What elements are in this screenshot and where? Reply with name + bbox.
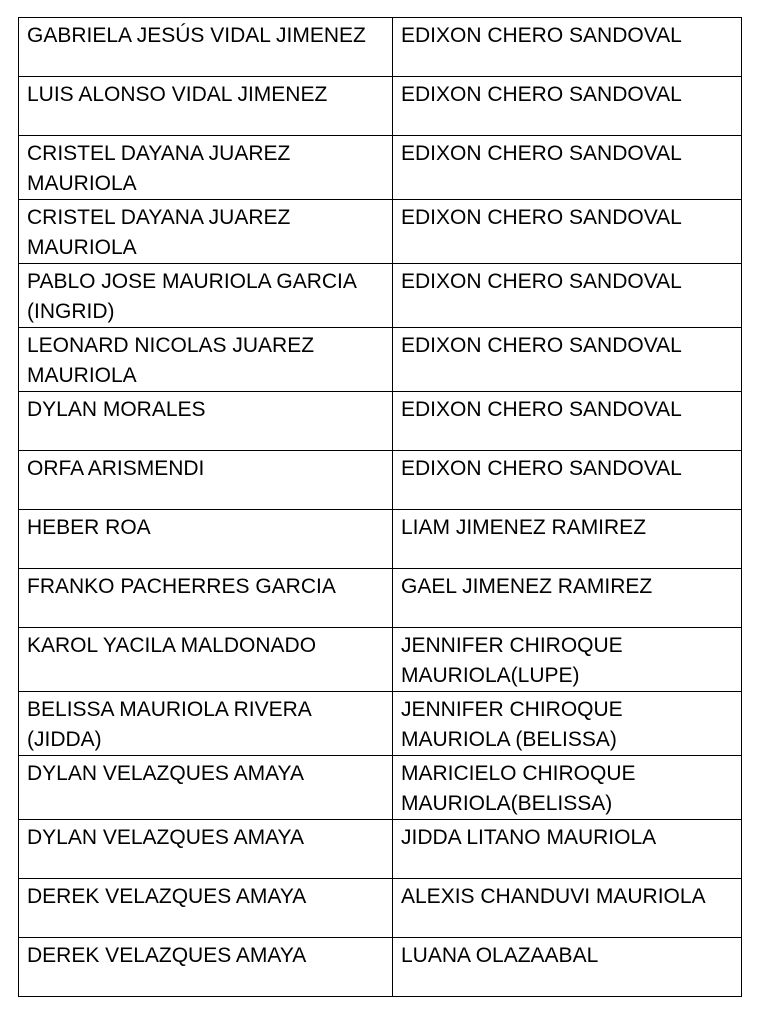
names-table xyxy=(18,17,742,997)
left-cell: PABLO JOSE MAURIOLA GARCIA (INGRID) xyxy=(19,264,393,328)
left-cell: CRISTEL DAYANA JUAREZ MAURIOLA xyxy=(19,200,393,264)
right-cell: EDIXON CHERO SANDOVAL xyxy=(393,77,742,136)
left-cell: FRANKO PACHERRES GARCIA xyxy=(19,569,393,628)
left-cell: DEREK VELAZQUES AMAYA xyxy=(19,879,393,938)
table-row xyxy=(19,328,742,392)
right-cell: ALEXIS CHANDUVI MAURIOLA xyxy=(393,879,742,938)
right-cell: EDIXON CHERO SANDOVAL xyxy=(393,392,742,451)
left-cell: DEREK VELAZQUES AMAYA xyxy=(19,938,393,997)
right-cell: LIAM JIMENEZ RAMIREZ xyxy=(393,510,742,569)
table-row xyxy=(19,692,742,756)
table-row xyxy=(19,628,742,692)
left-cell: KAROL YACILA MALDONADO xyxy=(19,628,393,692)
right-cell: LUANA OLAZAABAL xyxy=(393,938,742,997)
table-row xyxy=(19,18,742,77)
left-cell: LUIS ALONSO VIDAL JIMENEZ xyxy=(19,77,393,136)
right-cell: EDIXON CHERO SANDOVAL xyxy=(393,18,742,77)
right-cell: GAEL JIMENEZ RAMIREZ xyxy=(393,569,742,628)
table-row xyxy=(19,820,742,879)
right-cell: MARICIELO CHIROQUE MAURIOLA(BELISSA) xyxy=(393,756,742,820)
table-row xyxy=(19,879,742,938)
table-row xyxy=(19,451,742,510)
left-cell: HEBER ROA xyxy=(19,510,393,569)
right-cell: JENNIFER CHIROQUE MAURIOLA(LUPE) xyxy=(393,628,742,692)
table-row xyxy=(19,136,742,200)
left-cell: GABRIELA JESÚS VIDAL JIMENEZ xyxy=(19,18,393,77)
left-cell: DYLAN VELAZQUES AMAYA xyxy=(19,756,393,820)
table-row xyxy=(19,264,742,328)
left-cell: CRISTEL DAYANA JUAREZ MAURIOLA xyxy=(19,136,393,200)
table-row xyxy=(19,200,742,264)
left-cell: LEONARD NICOLAS JUAREZ MAURIOLA xyxy=(19,328,393,392)
right-cell: EDIXON CHERO SANDOVAL xyxy=(393,451,742,510)
right-cell: EDIXON CHERO SANDOVAL xyxy=(393,200,742,264)
table-row xyxy=(19,392,742,451)
right-cell: EDIXON CHERO SANDOVAL xyxy=(393,328,742,392)
table-row xyxy=(19,756,742,820)
left-cell: BELISSA MAURIOLA RIVERA (JIDDA) xyxy=(19,692,393,756)
left-cell: ORFA ARISMENDI xyxy=(19,451,393,510)
table-row xyxy=(19,938,742,997)
right-cell: JIDDA LITANO MAURIOLA xyxy=(393,820,742,879)
table-row xyxy=(19,569,742,628)
left-cell: DYLAN VELAZQUES AMAYA xyxy=(19,820,393,879)
left-cell: DYLAN MORALES xyxy=(19,392,393,451)
right-cell: EDIXON CHERO SANDOVAL xyxy=(393,264,742,328)
table-row xyxy=(19,77,742,136)
right-cell: EDIXON CHERO SANDOVAL xyxy=(393,136,742,200)
right-cell: JENNIFER CHIROQUE MAURIOLA (BELISSA) xyxy=(393,692,742,756)
table-row xyxy=(19,510,742,569)
